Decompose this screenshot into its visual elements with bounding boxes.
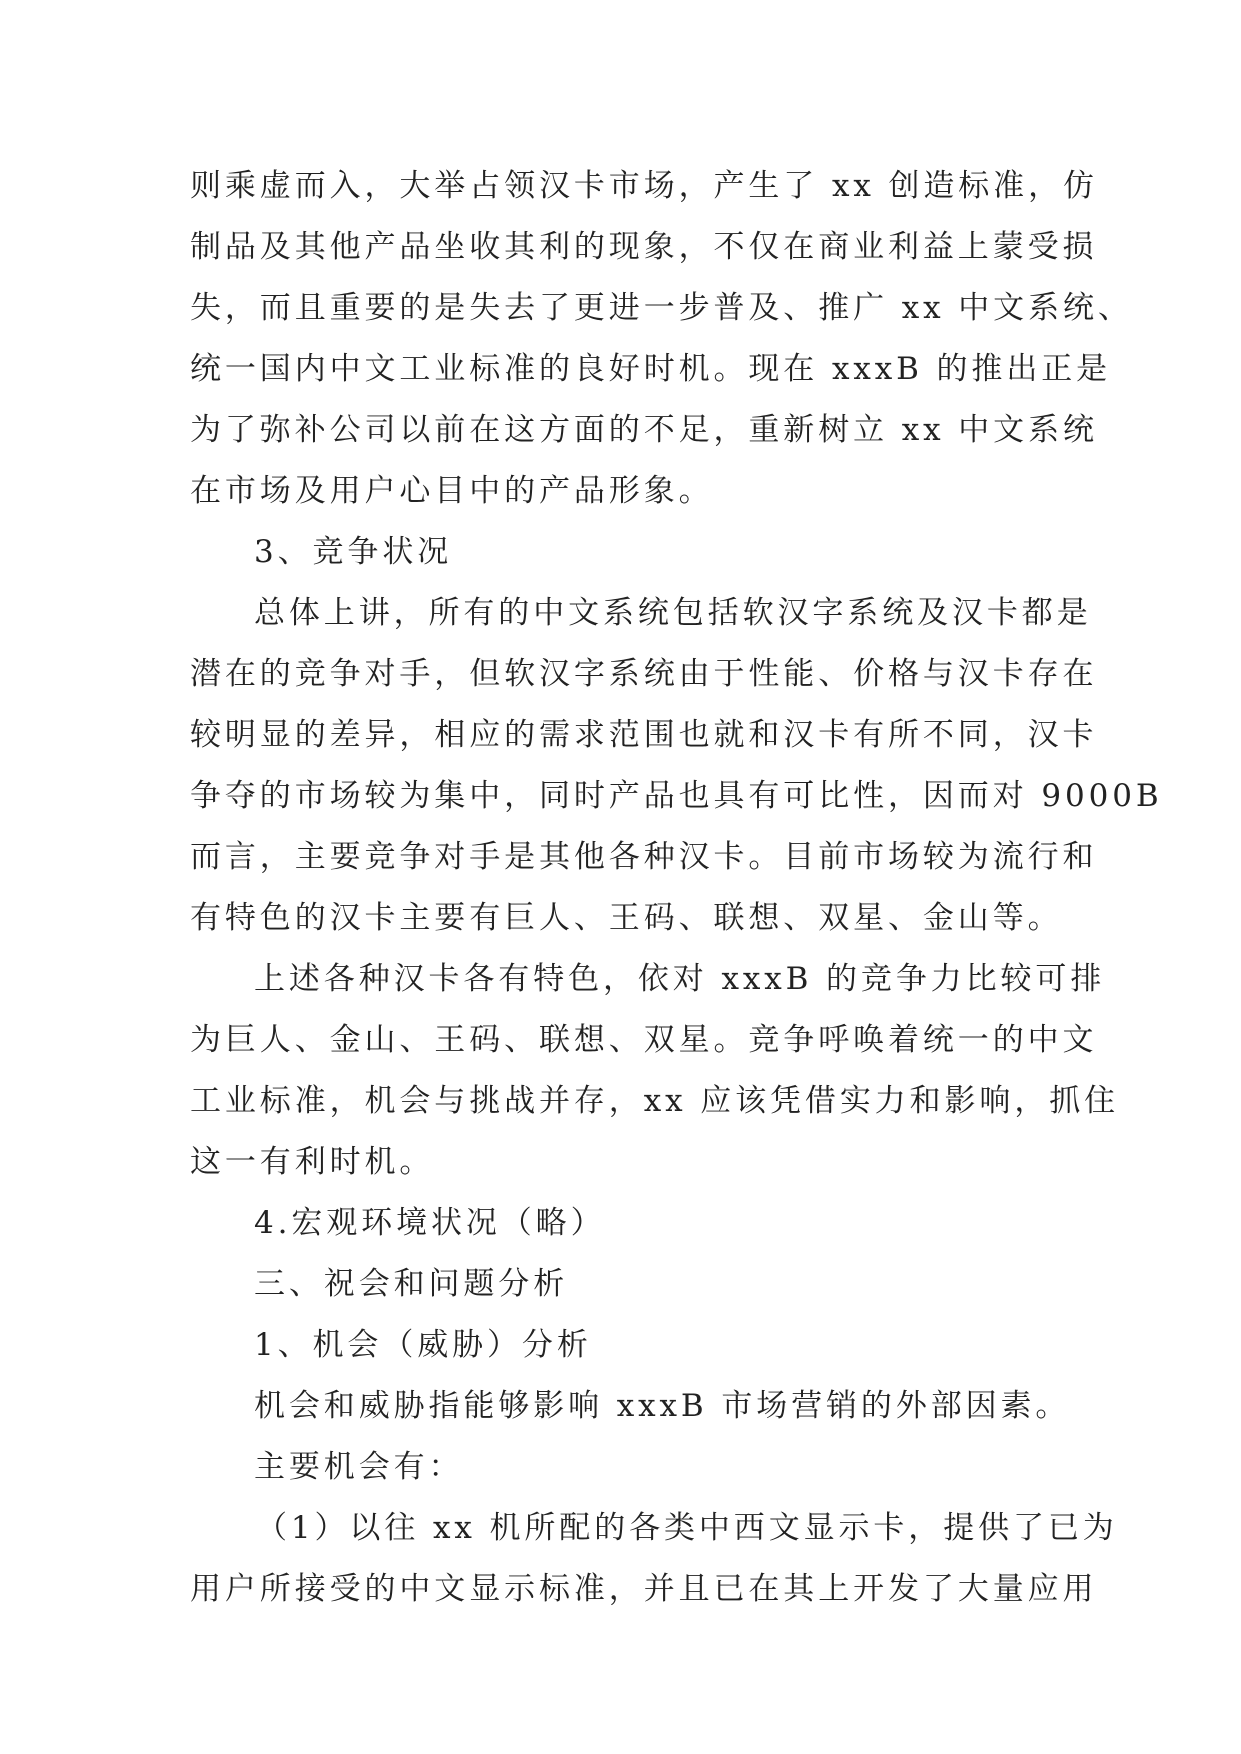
paragraph-line: 争夺的市场较为集中，同时产品也具有可比性，因而对 9000B — [190, 778, 1163, 814]
paragraph-line: 制品及其他产品坐收其利的现象，不仅在商业利益上蒙受损 — [190, 229, 1098, 265]
document-body — [190, 156, 1163, 1620]
paragraph-line: 上述各种汉卡各有特色，依对 xxxB 的竞争力比较可排 — [254, 961, 1106, 997]
paragraph-line: 潜在的竞争对手，但软汉字系统由于性能、价格与汉卡存在 — [190, 656, 1098, 692]
paragraph-line: 机会和威胁指能够影响 xxxB 市场营销的外部因素。 — [254, 1388, 1071, 1424]
list-item-line: （1）以往 xx 机所配的各类中西文显示卡，提供了已为 — [256, 1510, 1118, 1546]
paragraph-line: 则乘虚而入，大举占领汉卡市场，产生了 xx 创造标准，仿 — [190, 168, 1098, 204]
paragraph-line: 在市场及用户心目中的产品形象。 — [190, 473, 714, 509]
paragraph-line: 用户所接受的中文显示标准，并且已在其上开发了大量应用 — [190, 1571, 1098, 1607]
paragraph-line: 有特色的汉卡主要有巨人、王码、联想、双星、金山等。 — [190, 900, 1063, 936]
paragraph-line: 为巨人、金山、王码、联想、双星。竞争呼唤着统一的中文 — [190, 1022, 1098, 1058]
subsection-heading-opportunity: 1、机会（威胁）分析 — [254, 1327, 592, 1363]
paragraph-line: 较明显的差异，相应的需求范围也就和汉卡有所不同，汉卡 — [190, 717, 1098, 753]
paragraph-line: 统一国内中文工业标准的良好时机。现在 xxxB 的推出正是 — [190, 351, 1112, 387]
paragraph-line: 总体上讲，所有的中文系统包括软汉字系统及汉卡都是 — [254, 595, 1092, 631]
paragraph-line: 工业标准，机会与挑战并存，xx 应该凭借实力和影响，抓住 — [190, 1083, 1120, 1119]
paragraph-line: 而言，主要竞争对手是其他各种汉卡。目前市场较为流行和 — [190, 839, 1098, 875]
section-heading-macro-environment: 4.宏观环境状况（略） — [254, 1205, 606, 1241]
paragraph-line: 为了弥补公司以前在这方面的不足，重新树立 xx 中文系统 — [190, 412, 1098, 448]
paragraph-line: 失，而且重要的是失去了更进一步普及、推广 xx 中文系统、 — [190, 290, 1133, 326]
paragraph-line: 这一有利时机。 — [190, 1144, 435, 1180]
section-heading-opportunity-analysis: 三、祝会和问题分析 — [254, 1266, 569, 1302]
paragraph-line: 主要机会有： — [254, 1449, 464, 1485]
section-heading-competition: 3、竞争状况 — [254, 534, 453, 570]
